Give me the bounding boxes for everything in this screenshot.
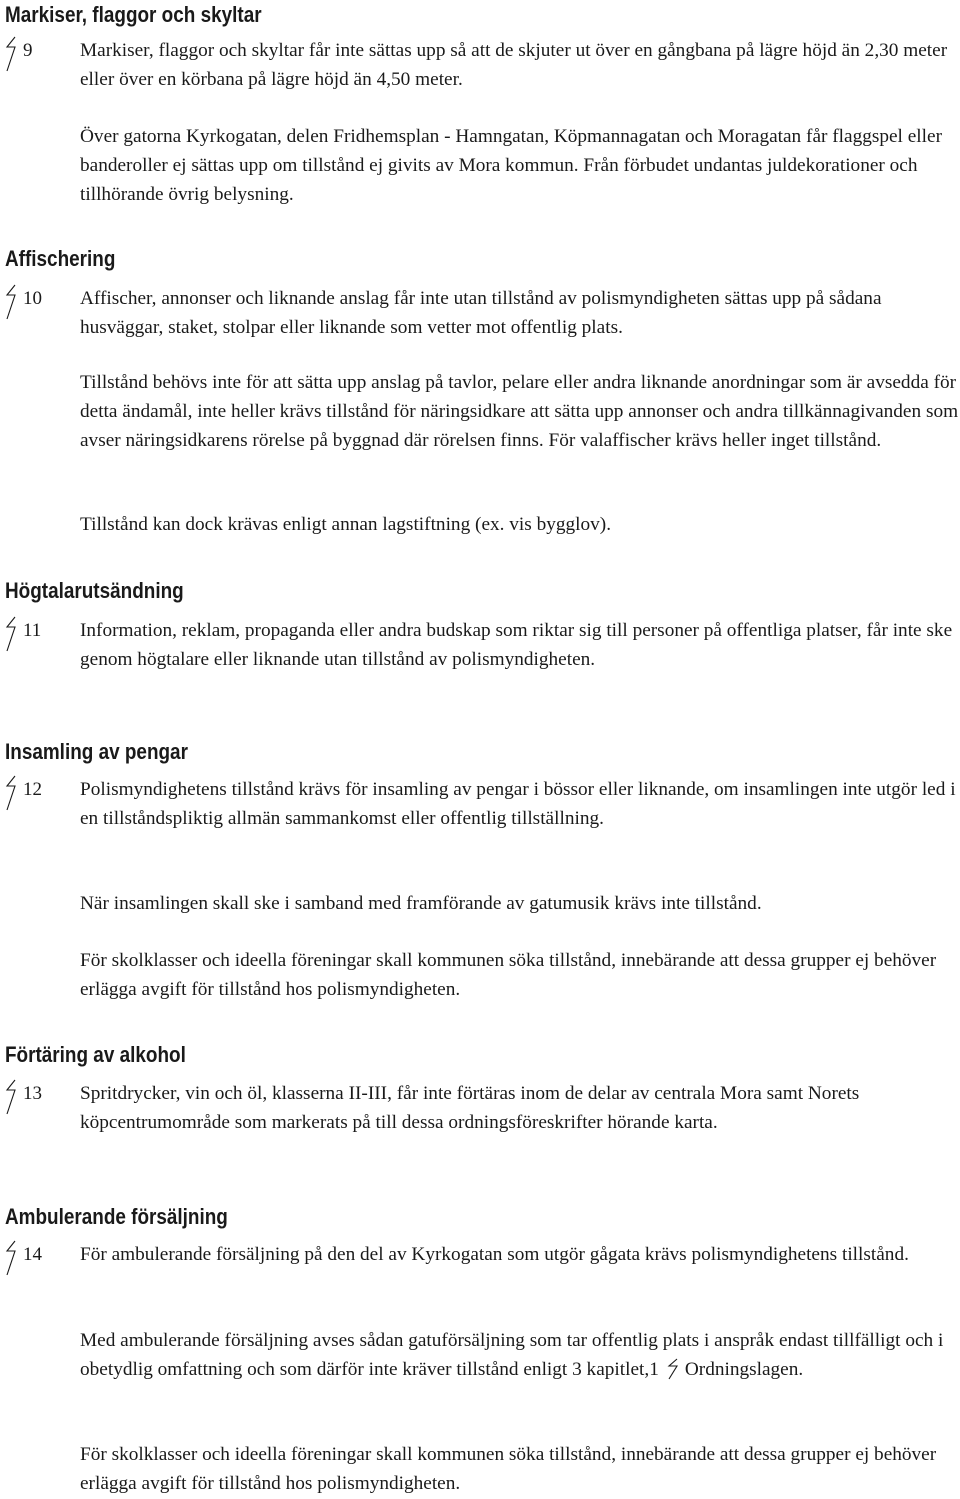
section-number: 9 — [23, 40, 33, 61]
paragraph: För skolklasser och ideella föreningar skall kommunen söka tillstånd, innebärande att dessa grupper ej behöver erlägga avgift för tillstånd hos polismyndigheten. — [80, 950, 937, 1000]
definition-paragraph — [80, 1326, 960, 1384]
section-mark-icon — [5, 616, 17, 652]
paragraph: Affischer, annonser och liknande anslag får inte utan tillstånd av polismyndigheten sättas upp på sådana husväggar, staket, stolpar eller liknande som vetter mot offentlig plats. — [80, 288, 882, 338]
definition-text: Med ambulerande försäljning avses sådan gatuförsäljning som tar offentlig plats i anspråk endast tillfälligt och i obetydlig omfattning och som därför inte kräver tillstånd enligt 3 kapitlet,1 — [80, 1330, 944, 1380]
section-number: 13 — [23, 1083, 42, 1104]
paragraph: Spritdrycker, vin och öl, klasserna II-III, får inte förtäras inom de delar av centrala Mora samt Norets köpcentrumområde som markerats på till dessa ordningsföreskrifter hörande karta. — [80, 1083, 860, 1133]
section-number: 14 — [23, 1244, 42, 1265]
paragraph: När insamlingen skall ske i samband med framförande av gatumusik krävs inte tillstånd. — [80, 893, 762, 914]
paragraph: För ambulerande försäljning på den del av Kyrkogatan som utgör gågata krävs polismyndighetens tillstånd. — [80, 1244, 909, 1265]
paragraph: Tillstånd behövs inte för att sätta upp anslag på tavlor, pelare eller andra liknande anordningar som är avsedda för detta ändamål, inte heller krävs tillstånd för näringsidkare att sätta upp annonser och andra tillkännagivanden som avser näringsidkarens rörelse på byggnad där rörelsen finns. För valaffischer krävs heller inget tillstånd. — [80, 372, 959, 451]
section-heading: Ambulerande försäljning — [5, 1204, 228, 1229]
section-heading: Förtäring av alkohol — [5, 1042, 186, 1067]
section-mark-icon — [5, 36, 17, 72]
section-mark-icon — [5, 775, 17, 811]
paragraph: Information, reklam, propaganda eller andra budskap som riktar sig till personer på offentliga platser, får inte ske genom högtalare eller liknande utan tillstånd av polismyndigheten. — [80, 620, 953, 670]
section-heading: Markiser, flaggor och skyltar — [5, 2, 262, 27]
section-mark-icon — [5, 284, 17, 320]
section-heading: Affischering — [5, 246, 116, 271]
paragraph: Markiser, flaggor och skyltar får inte sättas upp så att de skjuter ut över en gångbana på lägre höjd än 2,30 meter eller över en körbana på lägre höjd än 4,50 meter. — [80, 40, 948, 90]
section-number: 12 — [23, 779, 42, 800]
paragraph: För skolklasser och ideella föreningar skall kommunen söka tillstånd, innebärande att dessa grupper ej behöver erlägga avgift för tillstånd hos polismyndigheten. — [80, 1444, 937, 1494]
section-heading: Insamling av pengar — [5, 739, 188, 764]
section-heading: Högtalarutsändning — [5, 578, 184, 603]
section-number: 11 — [23, 620, 42, 641]
paragraph: Polismyndighetens tillstånd krävs för insamling av pengar i bössor eller liknande, om insamlingen inte utgör led i en tillståndspliktig allmän sammankomst eller offentlig tillställning. — [80, 779, 956, 829]
section-mark-icon — [5, 1079, 17, 1115]
definition-text: Ordningslagen. — [684, 1359, 804, 1380]
section-mark-icon — [5, 1240, 17, 1276]
paragraph: Tillstånd kan dock krävas enligt annan lagstiftning (ex. vis bygglov). — [80, 514, 612, 535]
section-mark-icon — [667, 1358, 679, 1380]
section-number: 10 — [23, 288, 42, 309]
paragraph: Över gatorna Kyrkogatan, delen Fridhemsplan - Hamngatan, Köpmannagatan och Moragatan får flaggspel eller banderoller ej sättas upp om tillstånd ej givits av Mora kommun. Från förbudet undantas juldekorationer och tillhörande övrig belysning. — [80, 126, 942, 205]
